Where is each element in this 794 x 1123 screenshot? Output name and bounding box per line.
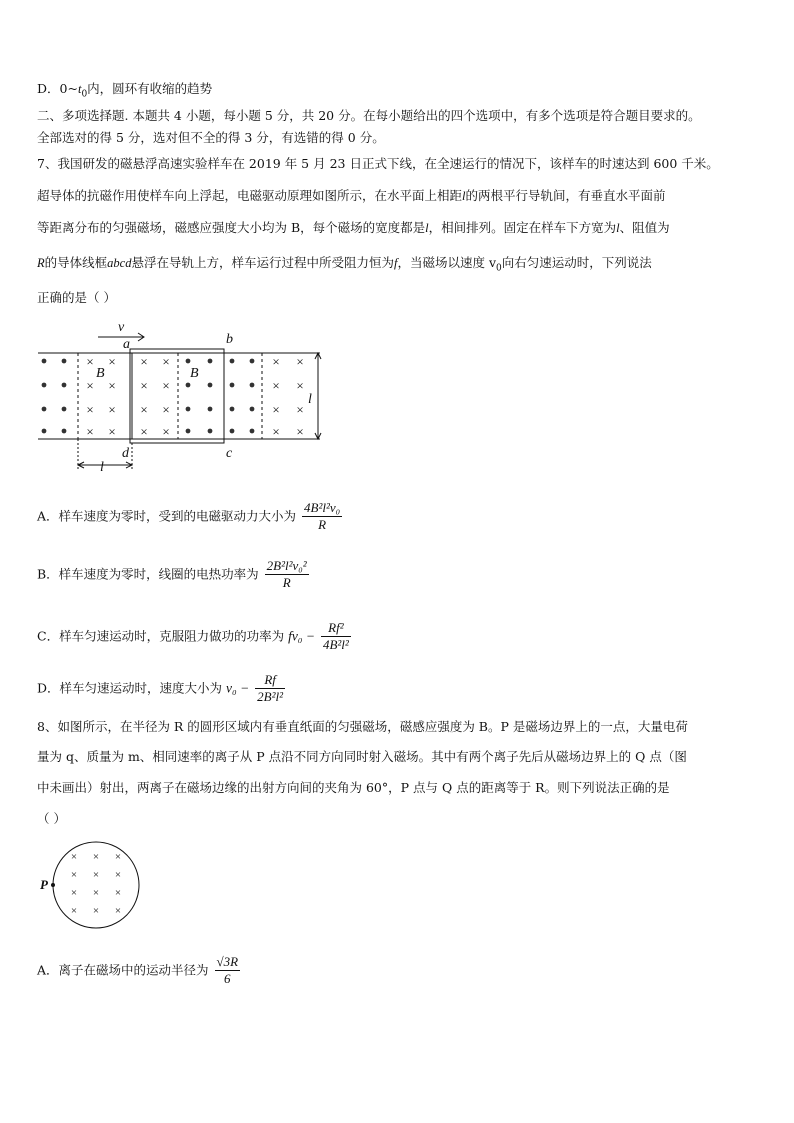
svg-text:×: ×: [108, 354, 116, 369]
section-heading: 二、多项选择题. 本题共 4 小题，每小题 5 分，共 20 分。在每小题给出的四个选项中，有多个选项是符合题目要求的。: [37, 108, 701, 123]
q7-line-5: 正确的是（ ）: [37, 290, 116, 305]
svg-text:×: ×: [272, 354, 280, 369]
svg-text:×: ×: [140, 402, 148, 417]
q8-line-4: （ ）: [37, 811, 66, 826]
q8-option-a: A．离子在磁场中的运动半径为 $\frac{√3R}{6}$: [37, 954, 239, 986]
option-b-fraction: $\frac{\text{2B²l²v₀²}}{R}$: [266, 558, 307, 590]
svg-text:×: ×: [272, 424, 280, 439]
svg-text:×: ×: [296, 424, 304, 439]
svg-text:×: ×: [296, 402, 304, 417]
option-a-fraction: $\frac{\text{4B²l²v₀}}{R}$: [304, 500, 341, 532]
svg-text:×: ×: [70, 851, 78, 863]
corner-c-label: c: [226, 446, 233, 461]
q8-option-a-fraction: $\frac{√3R}{6}$: [216, 954, 239, 986]
svg-text:×: ×: [70, 905, 78, 917]
svg-text:×: ×: [86, 354, 94, 369]
svg-text:×: ×: [92, 887, 100, 899]
svg-text:×: ×: [92, 869, 100, 881]
svg-text:×: ×: [92, 905, 100, 917]
svg-text:×: ×: [86, 378, 94, 393]
svg-text:×: ×: [108, 402, 116, 417]
velocity-label: v: [118, 320, 125, 335]
svg-text:×: ×: [92, 851, 100, 863]
circle-field-crosses: [71, 851, 121, 917]
svg-text:×: ×: [140, 354, 148, 369]
svg-text:×: ×: [108, 424, 116, 439]
svg-text:×: ×: [86, 424, 94, 439]
svg-text:×: ×: [296, 354, 304, 369]
svg-text:×: ×: [114, 851, 122, 863]
q7-line-4: R的导体线框abcd悬浮在导轨上方，样车运行过程中所受阻力恒为f，当磁场以速度 $v_0$向右匀速运动时，下列说法: [37, 255, 652, 274]
svg-text:×: ×: [272, 378, 280, 393]
q8-line-3: 中未画出）射出，两离子在磁场边缘的出射方向间的夹角为 60°，P 点与 Q 点的距离等于 R。则下列说法正确的是: [37, 780, 670, 795]
field-width-l-label: l: [100, 460, 104, 475]
q8-line-1: 8、如图所示，在半径为 R 的圆形区域内有垂直纸面的匀强磁场，磁感应强度为 B。P 是磁场边界上的一点，大量电荷: [37, 719, 688, 734]
q7-line-3: 等距离分布的匀强磁场，磁感应强度大小均为 B，每个磁场的宽度都是l，相间排列。固定在样车下方宽为l、阻值为: [37, 220, 670, 235]
option-d-fraction: $\frac{Rf}{\text{2B²l²}}$: [257, 672, 284, 704]
svg-text:×: ×: [162, 378, 170, 393]
svg-text:×: ×: [140, 424, 148, 439]
field-b-label-1: B: [96, 366, 105, 381]
svg-text:×: ×: [70, 869, 78, 881]
q7-line-2: 超导体的抗磁作用使样车向上浮起，电磁驱动原理如图所示，在水平面上相距l的两根平行导轨间，有垂直水平面前: [37, 188, 666, 203]
q8-line-2: 量为 q、质量为 m、相同速率的离子从 P 点沿不同方向同时射入磁场。其中有两个离子先后从磁场边界上的 Q 点（图: [37, 749, 687, 764]
q7-option-c: C．样车匀速运动时，克服阻力做功的功率为 fv₀ − $\frac{\text{Rf²}}{\text{4B²l²}}$: [37, 620, 349, 652]
svg-text:×: ×: [162, 424, 170, 439]
q7-option-a: A．样车速度为零时，受到的电磁驱动力大小为 $\frac{\text{4B²l²v₀}}{R}$: [37, 500, 341, 532]
svg-text:×: ×: [114, 905, 122, 917]
svg-text:×: ×: [108, 378, 116, 393]
prev-option-d: D．$0\sim t_0$内，圆环有收缩的趋势: [37, 81, 213, 100]
field-dots: [42, 359, 255, 434]
svg-text:×: ×: [114, 887, 122, 899]
maglev-diagram: [30, 315, 330, 475]
svg-text:×: ×: [86, 402, 94, 417]
corner-d-label: d: [122, 446, 129, 461]
field-b-label-2: B: [190, 366, 199, 381]
option-c-fraction: $\frac{\text{Rf²}}{\text{4B²l²}}$: [322, 620, 349, 652]
svg-text:×: ×: [272, 402, 280, 417]
section-heading-2: 全部选对的得 5 分，选对但不全的得 3 分，有选错的得 0 分。: [37, 130, 385, 145]
q7-option-d: D．样车匀速运动时，速度大小为 v₀ − $\frac{Rf}{\text{2B²l²}}$: [37, 672, 284, 704]
q7-option-b: B．样车速度为零时，线圈的电热功率为 $\frac{\text{2B²l²v₀²}}{R}$: [37, 558, 307, 590]
svg-text:×: ×: [162, 354, 170, 369]
point-p-label: P: [40, 877, 48, 892]
svg-text:×: ×: [296, 378, 304, 393]
corner-a-label: a: [123, 337, 130, 352]
point-p: [51, 883, 55, 887]
svg-text:×: ×: [162, 402, 170, 417]
corner-b-label: b: [226, 332, 233, 347]
svg-text:×: ×: [140, 378, 148, 393]
width-l-label: l: [308, 392, 312, 407]
svg-text:×: ×: [114, 869, 122, 881]
circular-field-diagram: [36, 838, 156, 934]
q7-line-1: 7、我国研发的磁悬浮高速实验样车在 2019 年 5 月 23 日正式下线，在全速运行的情况下，该样车的时速达到 600 千米。: [37, 156, 719, 171]
svg-text:×: ×: [70, 887, 78, 899]
